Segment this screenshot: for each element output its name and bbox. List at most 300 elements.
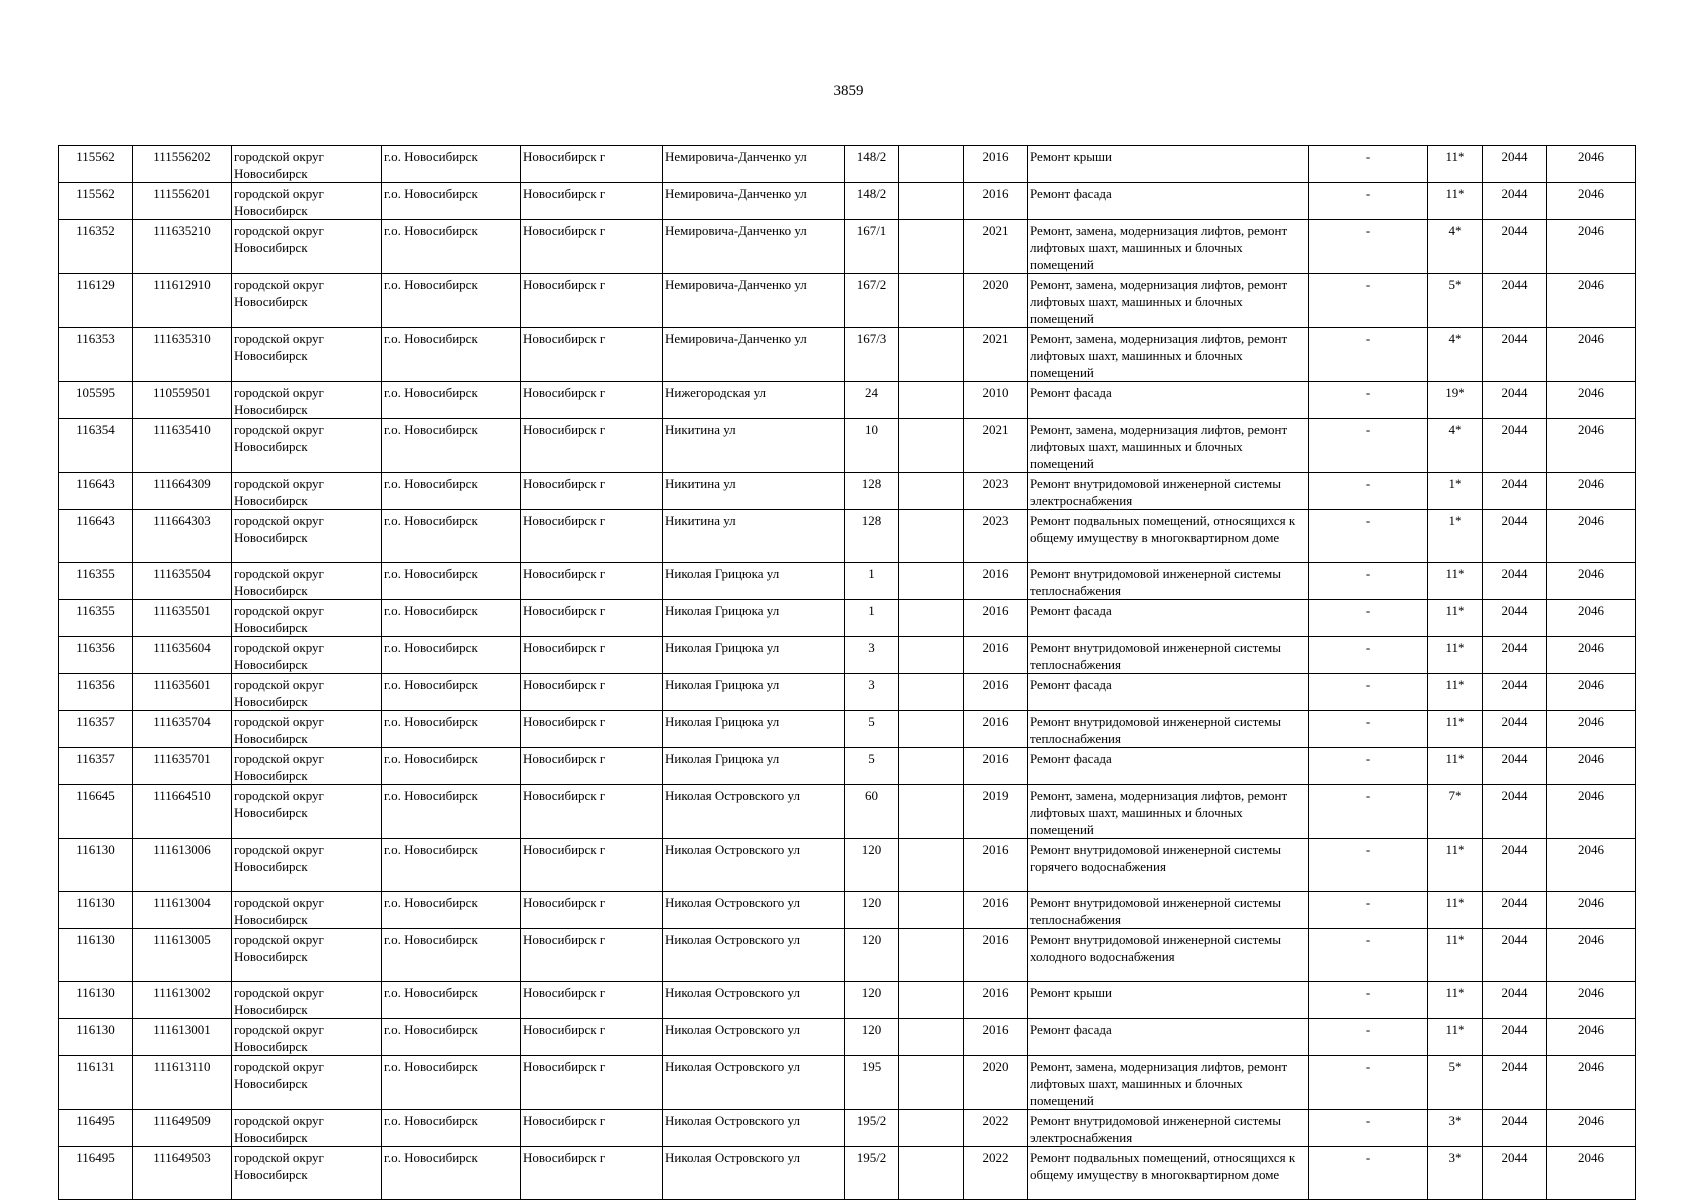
table-row: [59, 382, 1636, 419]
cell-start-year: 2044: [1483, 220, 1547, 274]
cell-start-year: 2044: [1483, 711, 1547, 748]
cell-work-type: Ремонт фасада: [1028, 748, 1309, 785]
cell-dash: -: [1309, 929, 1428, 982]
cell-id: 115562: [59, 146, 133, 183]
cell-extra: [899, 982, 964, 1019]
cell-dash: -: [1309, 637, 1428, 674]
cell-municipality: г.о. Новосибирск: [382, 563, 521, 600]
cell-work-type: Ремонт внутридомовой инженерной системы электроснабжения: [1028, 473, 1309, 510]
cell-year: 2020: [964, 274, 1028, 328]
cell-extra: [899, 637, 964, 674]
table-row: [59, 183, 1636, 220]
cell-work-type: Ремонт, замена, модернизация лифтов, ремонт лифтовых шахт, машинных и блочных помещений: [1028, 220, 1309, 274]
cell-year: 2022: [964, 1110, 1028, 1147]
cell-municipality: г.о. Новосибирск: [382, 929, 521, 982]
cell-id: 116130: [59, 892, 133, 929]
cell-dash: -: [1309, 220, 1428, 274]
cell-start-year: 2044: [1483, 600, 1547, 637]
cell-street: Немировича-Данченко ул: [663, 146, 845, 183]
cell-end-year: 2046: [1547, 637, 1636, 674]
cell-id: 116352: [59, 220, 133, 274]
cell-district: городской округ Новосибирск: [232, 274, 382, 328]
cell-number: 3*: [1428, 1147, 1483, 1200]
table-row: [59, 1056, 1636, 1110]
cell-start-year: 2044: [1483, 274, 1547, 328]
cell-house: 120: [845, 929, 899, 982]
cell-extra: [899, 1147, 964, 1200]
cell-code: 111635210: [133, 220, 232, 274]
cell-street: Немировича-Данченко ул: [663, 328, 845, 382]
table-row: [59, 929, 1636, 982]
cell-number: 7*: [1428, 785, 1483, 839]
cell-id: 116130: [59, 1019, 133, 1056]
cell-number: 11*: [1428, 929, 1483, 982]
cell-work-type: Ремонт, замена, модернизация лифтов, ремонт лифтовых шахт, машинных и блочных помещений: [1028, 274, 1309, 328]
cell-work-type: Ремонт фасада: [1028, 1019, 1309, 1056]
cell-extra: [899, 473, 964, 510]
cell-street: Николая Грицюка ул: [663, 637, 845, 674]
cell-city: Новосибирск г: [521, 1110, 663, 1147]
cell-work-type: Ремонт внутридомовой инженерной системы теплоснабжения: [1028, 563, 1309, 600]
cell-id: 116355: [59, 563, 133, 600]
cell-extra: [899, 1056, 964, 1110]
cell-city: Новосибирск г: [521, 600, 663, 637]
cell-district: городской округ Новосибирск: [232, 1110, 382, 1147]
cell-code: 111635704: [133, 711, 232, 748]
cell-number: 11*: [1428, 748, 1483, 785]
cell-city: Новосибирск г: [521, 711, 663, 748]
cell-year: 2016: [964, 674, 1028, 711]
cell-municipality: г.о. Новосибирск: [382, 1056, 521, 1110]
cell-city: Новосибирск г: [521, 1056, 663, 1110]
table-row: [59, 839, 1636, 892]
cell-work-type: Ремонт внутридомовой инженерной системы теплоснабжения: [1028, 637, 1309, 674]
cell-extra: [899, 1019, 964, 1056]
cell-city: Новосибирск г: [521, 839, 663, 892]
cell-extra: [899, 382, 964, 419]
cell-district: городской округ Новосибирск: [232, 600, 382, 637]
cell-number: 1*: [1428, 510, 1483, 563]
cell-extra: [899, 1110, 964, 1147]
cell-code: 111649503: [133, 1147, 232, 1200]
cell-work-type: Ремонт внутридомовой инженерной системы теплоснабжения: [1028, 711, 1309, 748]
cell-start-year: 2044: [1483, 146, 1547, 183]
cell-start-year: 2044: [1483, 183, 1547, 220]
table-row: [59, 563, 1636, 600]
cell-city: Новосибирск г: [521, 146, 663, 183]
cell-city: Новосибирск г: [521, 510, 663, 563]
cell-id: 116130: [59, 929, 133, 982]
cell-code: 111612910: [133, 274, 232, 328]
cell-dash: -: [1309, 183, 1428, 220]
cell-code: 111664303: [133, 510, 232, 563]
cell-district: городской округ Новосибирск: [232, 510, 382, 563]
cell-street: Нижегородская ул: [663, 382, 845, 419]
cell-end-year: 2046: [1547, 1147, 1636, 1200]
cell-number: 11*: [1428, 637, 1483, 674]
cell-house: 167/3: [845, 328, 899, 382]
cell-house: 3: [845, 637, 899, 674]
cell-end-year: 2046: [1547, 600, 1636, 637]
cell-municipality: г.о. Новосибирск: [382, 419, 521, 473]
cell-city: Новосибирск г: [521, 1147, 663, 1200]
cell-street: Николая Островского ул: [663, 929, 845, 982]
cell-start-year: 2044: [1483, 1147, 1547, 1200]
cell-house: 1: [845, 600, 899, 637]
cell-extra: [899, 748, 964, 785]
cell-id: 116129: [59, 274, 133, 328]
cell-house: 5: [845, 711, 899, 748]
cell-municipality: г.о. Новосибирск: [382, 382, 521, 419]
cell-end-year: 2046: [1547, 785, 1636, 839]
cell-code: 111556201: [133, 183, 232, 220]
cell-code: 110559501: [133, 382, 232, 419]
cell-end-year: 2046: [1547, 563, 1636, 600]
cell-work-type: Ремонт внутридомовой инженерной системы теплоснабжения: [1028, 892, 1309, 929]
cell-street: Никитина ул: [663, 510, 845, 563]
cell-work-type: Ремонт, замена, модернизация лифтов, ремонт лифтовых шахт, машинных и блочных помещений: [1028, 1056, 1309, 1110]
cell-number: 11*: [1428, 600, 1483, 637]
cell-district: городской округ Новосибирск: [232, 929, 382, 982]
cell-end-year: 2046: [1547, 419, 1636, 473]
cell-street: Николая Грицюка ул: [663, 748, 845, 785]
cell-street: Николая Островского ул: [663, 839, 845, 892]
cell-year: 2016: [964, 637, 1028, 674]
page-number: 3859: [833, 83, 864, 99]
table-row: [59, 748, 1636, 785]
cell-id: 116643: [59, 510, 133, 563]
cell-work-type: Ремонт фасада: [1028, 183, 1309, 220]
table-row: [59, 1110, 1636, 1147]
cell-end-year: 2046: [1547, 1019, 1636, 1056]
table-row: [59, 982, 1636, 1019]
cell-district: городской округ Новосибирск: [232, 674, 382, 711]
cell-district: городской округ Новосибирск: [232, 892, 382, 929]
cell-work-type: Ремонт, замена, модернизация лифтов, ремонт лифтовых шахт, машинных и блочных помещений: [1028, 419, 1309, 473]
cell-municipality: г.о. Новосибирск: [382, 328, 521, 382]
cell-house: 195/2: [845, 1110, 899, 1147]
cell-end-year: 2046: [1547, 892, 1636, 929]
cell-city: Новосибирск г: [521, 637, 663, 674]
cell-year: 2021: [964, 328, 1028, 382]
cell-house: 120: [845, 892, 899, 929]
cell-year: 2023: [964, 510, 1028, 563]
table-row: [59, 892, 1636, 929]
cell-house: 60: [845, 785, 899, 839]
cell-dash: -: [1309, 982, 1428, 1019]
cell-dash: -: [1309, 328, 1428, 382]
cell-id: 116355: [59, 600, 133, 637]
cell-work-type: Ремонт внутридомовой инженерной системы горячего водоснабжения: [1028, 839, 1309, 892]
cell-house: 3: [845, 674, 899, 711]
cell-work-type: Ремонт фасада: [1028, 382, 1309, 419]
cell-district: городской округ Новосибирск: [232, 748, 382, 785]
cell-code: 111635701: [133, 748, 232, 785]
cell-municipality: г.о. Новосибирск: [382, 1147, 521, 1200]
cell-id: 116643: [59, 473, 133, 510]
cell-number: 11*: [1428, 839, 1483, 892]
cell-house: 10: [845, 419, 899, 473]
cell-city: Новосибирск г: [521, 328, 663, 382]
cell-dash: -: [1309, 785, 1428, 839]
cell-code: 111613006: [133, 839, 232, 892]
cell-extra: [899, 929, 964, 982]
cell-extra: [899, 892, 964, 929]
cell-year: 2016: [964, 146, 1028, 183]
cell-extra: [899, 674, 964, 711]
cell-municipality: г.о. Новосибирск: [382, 1019, 521, 1056]
cell-end-year: 2046: [1547, 473, 1636, 510]
cell-start-year: 2044: [1483, 785, 1547, 839]
cell-start-year: 2044: [1483, 1110, 1547, 1147]
cell-city: Новосибирск г: [521, 563, 663, 600]
cell-dash: -: [1309, 1056, 1428, 1110]
cell-extra: [899, 839, 964, 892]
cell-code: 111613002: [133, 982, 232, 1019]
cell-start-year: 2044: [1483, 674, 1547, 711]
cell-number: 11*: [1428, 1019, 1483, 1056]
cell-code: 111635504: [133, 563, 232, 600]
cell-dash: -: [1309, 419, 1428, 473]
cell-year: 2016: [964, 183, 1028, 220]
cell-dash: -: [1309, 1110, 1428, 1147]
cell-extra: [899, 419, 964, 473]
cell-city: Новосибирск г: [521, 473, 663, 510]
cell-street: Николая Островского ул: [663, 982, 845, 1019]
cell-code: 111556202: [133, 146, 232, 183]
cell-year: 2016: [964, 748, 1028, 785]
cell-code: 111664309: [133, 473, 232, 510]
cell-city: Новосибирск г: [521, 274, 663, 328]
cell-house: 167/2: [845, 274, 899, 328]
cell-dash: -: [1309, 600, 1428, 637]
cell-id: 116645: [59, 785, 133, 839]
cell-dash: -: [1309, 510, 1428, 563]
cell-house: 148/2: [845, 146, 899, 183]
cell-start-year: 2044: [1483, 473, 1547, 510]
cell-code: 111635501: [133, 600, 232, 637]
cell-id: 116357: [59, 711, 133, 748]
table-row: [59, 220, 1636, 274]
cell-street: Николая Островского ул: [663, 785, 845, 839]
cell-extra: [899, 600, 964, 637]
table-row: [59, 1147, 1636, 1200]
cell-work-type: Ремонт, замена, модернизация лифтов, ремонт лифтовых шахт, машинных и блочных помещений: [1028, 328, 1309, 382]
table-row: [59, 473, 1636, 510]
cell-district: городской округ Новосибирск: [232, 146, 382, 183]
cell-street: Николая Островского ул: [663, 892, 845, 929]
cell-number: 19*: [1428, 382, 1483, 419]
cell-municipality: г.о. Новосибирск: [382, 637, 521, 674]
cell-extra: [899, 785, 964, 839]
cell-number: 4*: [1428, 419, 1483, 473]
cell-work-type: Ремонт подвальных помещений, относящихся к общему имуществу в многоквартирном доме: [1028, 510, 1309, 563]
cell-dash: -: [1309, 674, 1428, 711]
cell-start-year: 2044: [1483, 382, 1547, 419]
cell-dash: -: [1309, 473, 1428, 510]
cell-house: 120: [845, 1019, 899, 1056]
cell-city: Новосибирск г: [521, 183, 663, 220]
cell-street: Николая Грицюка ул: [663, 711, 845, 748]
cell-dash: -: [1309, 839, 1428, 892]
cell-house: 148/2: [845, 183, 899, 220]
cell-end-year: 2046: [1547, 929, 1636, 982]
cell-start-year: 2044: [1483, 982, 1547, 1019]
cell-end-year: 2046: [1547, 328, 1636, 382]
cell-number: 11*: [1428, 892, 1483, 929]
cell-id: 116495: [59, 1147, 133, 1200]
cell-year: 2016: [964, 839, 1028, 892]
cell-work-type: Ремонт крыши: [1028, 146, 1309, 183]
cell-municipality: г.о. Новосибирск: [382, 748, 521, 785]
cell-code: 111635601: [133, 674, 232, 711]
cell-end-year: 2046: [1547, 183, 1636, 220]
cell-extra: [899, 510, 964, 563]
repair-schedule-table: [58, 145, 1636, 1200]
cell-house: 128: [845, 473, 899, 510]
cell-end-year: 2046: [1547, 146, 1636, 183]
cell-code: 111649509: [133, 1110, 232, 1147]
cell-year: 2016: [964, 892, 1028, 929]
cell-house: 5: [845, 748, 899, 785]
cell-district: городской округ Новосибирск: [232, 785, 382, 839]
cell-id: 116356: [59, 637, 133, 674]
cell-municipality: г.о. Новосибирск: [382, 274, 521, 328]
cell-house: 120: [845, 839, 899, 892]
cell-number: 5*: [1428, 274, 1483, 328]
cell-municipality: г.о. Новосибирск: [382, 146, 521, 183]
cell-year: 2019: [964, 785, 1028, 839]
cell-dash: -: [1309, 748, 1428, 785]
cell-code: 111635410: [133, 419, 232, 473]
cell-end-year: 2046: [1547, 382, 1636, 419]
cell-dash: -: [1309, 563, 1428, 600]
cell-house: 195/2: [845, 1147, 899, 1200]
cell-city: Новосибирск г: [521, 674, 663, 711]
cell-city: Новосибирск г: [521, 892, 663, 929]
cell-municipality: г.о. Новосибирск: [382, 711, 521, 748]
cell-dash: -: [1309, 1019, 1428, 1056]
cell-year: 2016: [964, 711, 1028, 748]
cell-year: 2016: [964, 982, 1028, 1019]
cell-district: городской округ Новосибирск: [232, 1147, 382, 1200]
table-row: [59, 146, 1636, 183]
cell-work-type: Ремонт фасада: [1028, 600, 1309, 637]
cell-end-year: 2046: [1547, 839, 1636, 892]
cell-code: 111613110: [133, 1056, 232, 1110]
cell-id: 116131: [59, 1056, 133, 1110]
cell-start-year: 2044: [1483, 1056, 1547, 1110]
cell-house: 167/1: [845, 220, 899, 274]
cell-district: городской округ Новосибирск: [232, 563, 382, 600]
cell-year: 2010: [964, 382, 1028, 419]
cell-street: Немировича-Данченко ул: [663, 220, 845, 274]
cell-work-type: Ремонт подвальных помещений, относящихся к общему имуществу в многоквартирном доме: [1028, 1147, 1309, 1200]
cell-district: городской округ Новосибирск: [232, 839, 382, 892]
cell-number: 11*: [1428, 982, 1483, 1019]
table-row: [59, 510, 1636, 563]
cell-code: 111635310: [133, 328, 232, 382]
cell-work-type: Ремонт внутридомовой инженерной системы холодного водоснабжения: [1028, 929, 1309, 982]
cell-start-year: 2044: [1483, 328, 1547, 382]
table-row: [59, 674, 1636, 711]
cell-municipality: г.о. Новосибирск: [382, 220, 521, 274]
table-row: [59, 419, 1636, 473]
cell-house: 128: [845, 510, 899, 563]
cell-city: Новосибирск г: [521, 929, 663, 982]
cell-municipality: г.о. Новосибирск: [382, 839, 521, 892]
table-row: [59, 600, 1636, 637]
cell-start-year: 2044: [1483, 637, 1547, 674]
cell-start-year: 2044: [1483, 839, 1547, 892]
cell-municipality: г.о. Новосибирск: [382, 1110, 521, 1147]
cell-year: 2021: [964, 419, 1028, 473]
cell-number: 1*: [1428, 473, 1483, 510]
cell-number: 11*: [1428, 674, 1483, 711]
cell-dash: -: [1309, 382, 1428, 419]
cell-id: 116353: [59, 328, 133, 382]
cell-end-year: 2046: [1547, 1110, 1636, 1147]
cell-code: 111613001: [133, 1019, 232, 1056]
cell-dash: -: [1309, 711, 1428, 748]
cell-work-type: Ремонт крыши: [1028, 982, 1309, 1019]
cell-year: 2016: [964, 563, 1028, 600]
cell-year: 2022: [964, 1147, 1028, 1200]
cell-extra: [899, 146, 964, 183]
table-body: [59, 146, 1636, 1200]
cell-start-year: 2044: [1483, 892, 1547, 929]
cell-end-year: 2046: [1547, 220, 1636, 274]
cell-street: Никитина ул: [663, 419, 845, 473]
cell-end-year: 2046: [1547, 1056, 1636, 1110]
cell-street: Николая Островского ул: [663, 1147, 845, 1200]
cell-district: городской округ Новосибирск: [232, 419, 382, 473]
cell-district: городской округ Новосибирск: [232, 473, 382, 510]
cell-extra: [899, 220, 964, 274]
cell-city: Новосибирск г: [521, 382, 663, 419]
cell-end-year: 2046: [1547, 748, 1636, 785]
cell-code: 111635604: [133, 637, 232, 674]
table-row: [59, 1019, 1636, 1056]
cell-start-year: 2044: [1483, 563, 1547, 600]
cell-street: Николая Островского ул: [663, 1110, 845, 1147]
cell-id: 116495: [59, 1110, 133, 1147]
table-row: [59, 711, 1636, 748]
cell-id: 116130: [59, 982, 133, 1019]
cell-year: 2020: [964, 1056, 1028, 1110]
cell-id: 116354: [59, 419, 133, 473]
cell-extra: [899, 274, 964, 328]
cell-end-year: 2046: [1547, 510, 1636, 563]
cell-street: Никитина ул: [663, 473, 845, 510]
cell-dash: -: [1309, 1147, 1428, 1200]
cell-start-year: 2044: [1483, 510, 1547, 563]
cell-municipality: г.о. Новосибирск: [382, 785, 521, 839]
cell-district: городской округ Новосибирск: [232, 982, 382, 1019]
cell-year: 2023: [964, 473, 1028, 510]
cell-district: городской округ Новосибирск: [232, 1019, 382, 1056]
cell-district: городской округ Новосибирск: [232, 183, 382, 220]
cell-extra: [899, 183, 964, 220]
cell-year: 2016: [964, 600, 1028, 637]
cell-start-year: 2044: [1483, 1019, 1547, 1056]
cell-extra: [899, 328, 964, 382]
cell-extra: [899, 563, 964, 600]
cell-code: 111664510: [133, 785, 232, 839]
cell-street: Николая Грицюка ул: [663, 600, 845, 637]
cell-dash: -: [1309, 892, 1428, 929]
cell-extra: [899, 711, 964, 748]
